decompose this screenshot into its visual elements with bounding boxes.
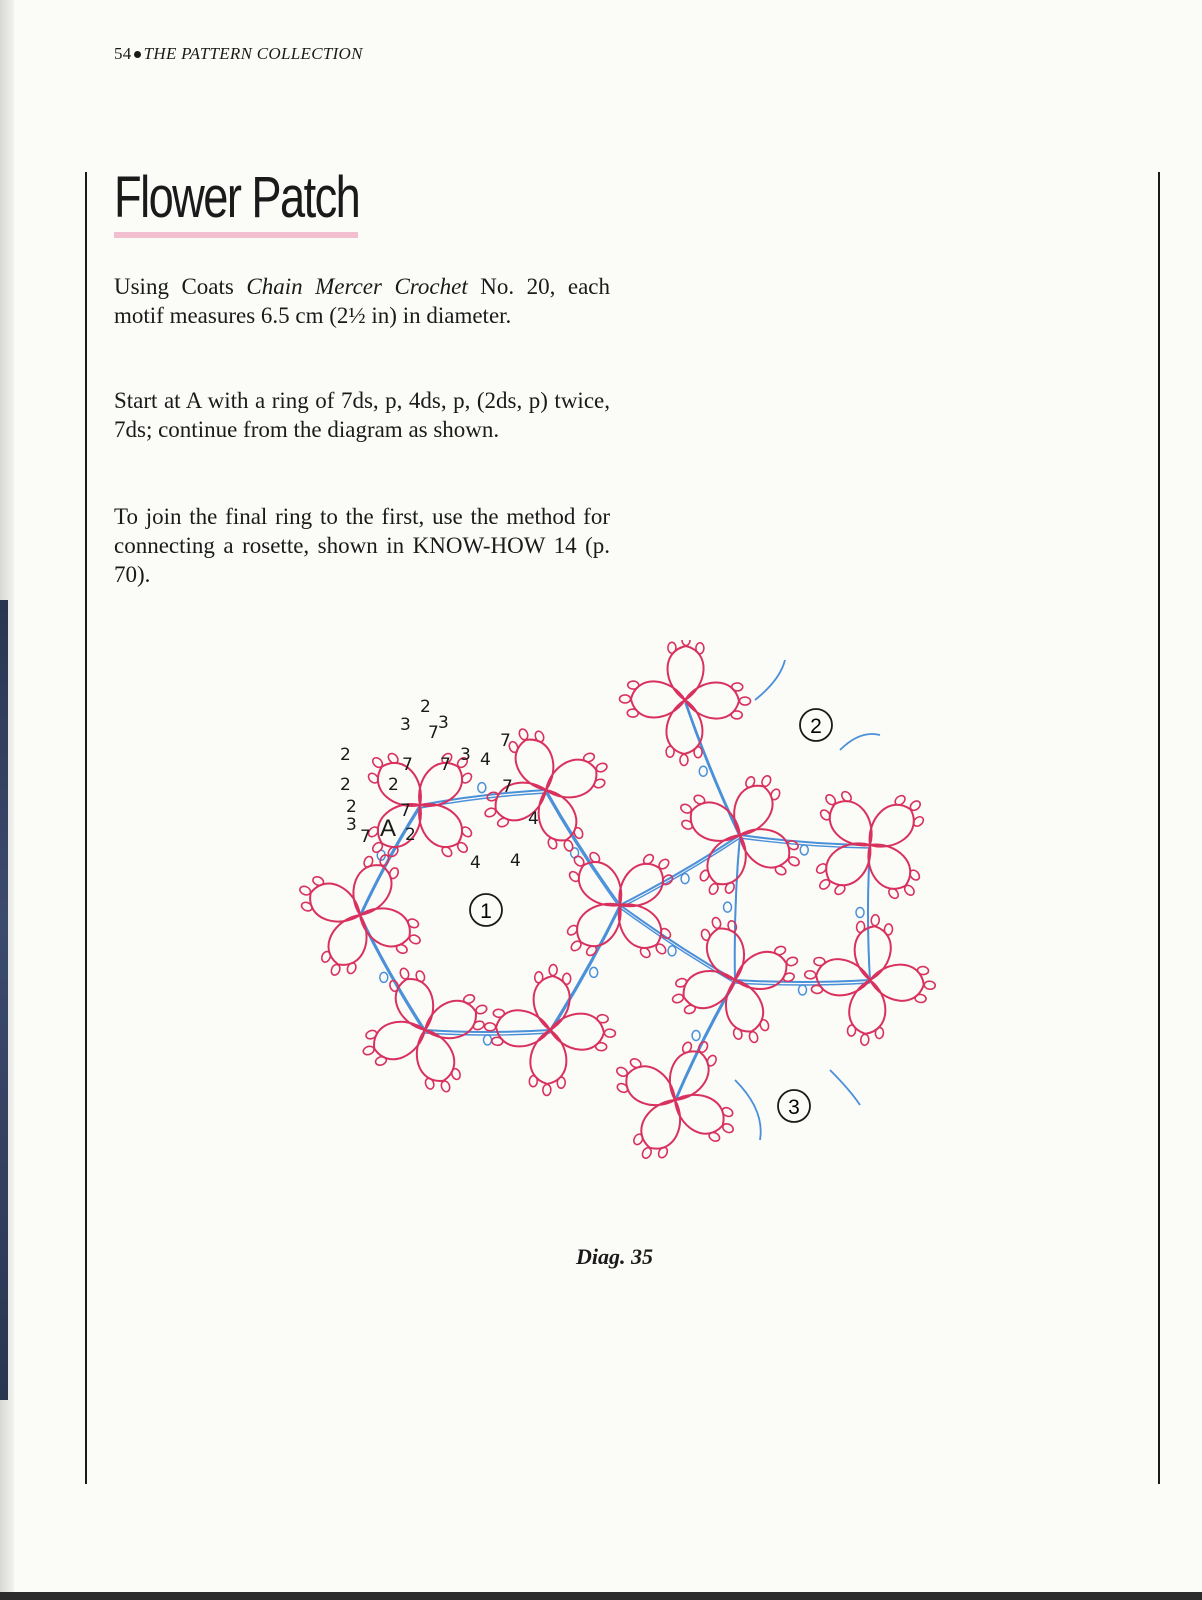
ring-loop bbox=[568, 892, 632, 955]
chain-thread bbox=[550, 905, 620, 1030]
stitch-count-label: 2 bbox=[388, 775, 399, 795]
ring-picot bbox=[748, 1031, 759, 1044]
ring-picot bbox=[917, 966, 929, 975]
ring-picot bbox=[562, 973, 571, 984]
materials-lead: Using Coats bbox=[114, 274, 247, 299]
ring bbox=[386, 962, 442, 1036]
stitch-count-label: 2 bbox=[346, 797, 357, 817]
chain-thread bbox=[735, 980, 870, 982]
right-margin-rule bbox=[1158, 172, 1160, 1484]
ring-loop bbox=[667, 1084, 732, 1141]
ring-flower-9 bbox=[809, 784, 932, 907]
section-title: THE PATTERN COLLECTION bbox=[143, 44, 363, 63]
chain-thread bbox=[620, 905, 735, 980]
page-bottom-edge bbox=[0, 1592, 1202, 1600]
ring bbox=[529, 1029, 568, 1096]
ring-loop bbox=[852, 925, 893, 982]
chain-picot bbox=[692, 1031, 700, 1041]
ring-picot bbox=[440, 1080, 451, 1093]
ring-picot bbox=[759, 1019, 770, 1032]
ring-loop bbox=[868, 962, 925, 1003]
ring bbox=[532, 964, 571, 1031]
ring-loop bbox=[817, 831, 881, 894]
ring bbox=[619, 681, 685, 718]
ring-loop bbox=[489, 773, 553, 827]
ring-picot bbox=[543, 1084, 552, 1095]
ring-picot bbox=[694, 747, 702, 758]
chain-picot bbox=[668, 946, 676, 956]
ring bbox=[484, 1009, 551, 1048]
ring-loop bbox=[634, 1092, 691, 1157]
ring-flowers bbox=[293, 640, 937, 1166]
chain-picot bbox=[380, 972, 388, 982]
ring-picot bbox=[597, 1014, 608, 1023]
stitch-count-label: 7 bbox=[360, 827, 371, 847]
ring-flower-7 bbox=[484, 964, 617, 1097]
chain-picot bbox=[590, 967, 598, 977]
stitch-count-label: 7 bbox=[500, 731, 511, 751]
ring bbox=[505, 723, 563, 797]
ring-picot bbox=[682, 640, 690, 646]
stitch-count-label: 7 bbox=[402, 755, 413, 775]
ring-flower-12 bbox=[609, 1034, 742, 1167]
ring bbox=[667, 640, 704, 700]
ring-picot bbox=[814, 957, 826, 966]
ring-picot bbox=[680, 754, 688, 765]
ring-picot bbox=[884, 924, 893, 936]
ring bbox=[419, 991, 493, 1047]
stitch-count-label: 4 bbox=[470, 853, 481, 873]
ring-picot bbox=[529, 1075, 538, 1086]
chain-end-lower-right bbox=[830, 1070, 860, 1105]
ring-loop bbox=[858, 796, 922, 859]
ring-loop bbox=[619, 1059, 684, 1116]
running-head bbox=[114, 44, 363, 64]
ring-picot bbox=[493, 1009, 504, 1018]
ring-loop bbox=[509, 733, 563, 797]
ring-picot bbox=[484, 1023, 495, 1032]
motif-label-3: 3 bbox=[788, 1096, 800, 1119]
motif-marker-1 bbox=[470, 894, 502, 926]
ring-picot bbox=[668, 642, 676, 653]
ring-picot bbox=[847, 1025, 856, 1037]
ring bbox=[479, 773, 553, 831]
stitch-count-label: 3 bbox=[346, 815, 357, 835]
ring-loop bbox=[353, 899, 417, 954]
ring-picot bbox=[374, 1055, 387, 1066]
chain-4 bbox=[360, 915, 425, 1033]
stitch-count-label: 2 bbox=[420, 697, 431, 717]
motif-marker-2 bbox=[800, 709, 832, 741]
ring-loop bbox=[303, 877, 367, 932]
ring-loop bbox=[724, 779, 780, 843]
ring-picot bbox=[557, 1077, 566, 1088]
ring-picot bbox=[362, 1045, 375, 1056]
tatting-diagram bbox=[280, 640, 980, 1220]
ring bbox=[609, 1053, 684, 1116]
ring-picot bbox=[628, 681, 639, 689]
ring-picot bbox=[875, 1027, 884, 1039]
ring bbox=[803, 956, 871, 998]
chain-picot bbox=[856, 908, 864, 918]
ring-picot bbox=[549, 964, 558, 975]
stitch-count-label: 3 bbox=[400, 715, 411, 735]
stitch-count-label: 3 bbox=[438, 713, 449, 733]
ring-loop bbox=[815, 957, 872, 998]
stitch-count-label: 2 bbox=[405, 825, 416, 845]
stitch-count-label: 7 bbox=[502, 777, 513, 797]
chain-14 bbox=[620, 835, 740, 908]
ring bbox=[868, 962, 936, 1004]
stitch-count-label: 7 bbox=[400, 801, 411, 821]
ring-picot bbox=[619, 695, 630, 703]
ring bbox=[852, 913, 894, 981]
joining-instructions-paragraph: To join the final ring to the first, use the method for connecting a rosette, shown in KNOW-HOW 14 (p. 70). bbox=[114, 504, 610, 587]
ring-loop bbox=[732, 819, 796, 875]
stitch-count-label: 7 bbox=[440, 755, 451, 775]
stitch-count-label: 3 bbox=[460, 745, 471, 765]
stitch-count-label: 4 bbox=[480, 750, 491, 770]
chain-end-right bbox=[840, 734, 880, 750]
chain-picot bbox=[724, 902, 732, 912]
ring-flower-8 bbox=[673, 768, 807, 902]
ring-picot bbox=[666, 746, 674, 757]
ring-flower-11 bbox=[803, 913, 937, 1047]
chain-picot bbox=[478, 783, 486, 793]
chain-thread bbox=[360, 915, 425, 1030]
chain-picot bbox=[681, 874, 689, 884]
ring-loop bbox=[856, 833, 919, 897]
ring-loop bbox=[322, 908, 377, 972]
ring-picot bbox=[475, 1004, 488, 1015]
materials-paragraph bbox=[114, 272, 610, 330]
left-margin-rule bbox=[85, 172, 87, 1484]
chain-picot bbox=[800, 845, 808, 855]
page-title: Flower Patch bbox=[114, 165, 360, 230]
ring-picot bbox=[450, 1068, 461, 1081]
ring-loop bbox=[847, 978, 888, 1035]
chain-picot bbox=[799, 985, 807, 995]
ring-picot bbox=[871, 914, 880, 926]
ring-picot bbox=[604, 1029, 615, 1038]
ring-flower-2 bbox=[479, 723, 614, 858]
stitch-count-label: 2 bbox=[340, 775, 351, 795]
chain-picot bbox=[484, 1035, 492, 1045]
ring-flower-6 bbox=[357, 962, 492, 1097]
chain-7 bbox=[685, 700, 740, 838]
title-underline bbox=[114, 232, 358, 238]
ring-picot bbox=[915, 994, 927, 1003]
stitch-count-label: 2 bbox=[340, 745, 351, 765]
book-spine-binding bbox=[0, 600, 8, 1400]
stitch-count-label: 4 bbox=[510, 851, 521, 871]
ring-picot bbox=[492, 1037, 503, 1046]
ring-picot bbox=[739, 697, 750, 705]
ring-loop bbox=[659, 1044, 716, 1109]
ring-picot bbox=[804, 970, 816, 979]
start-label-a: A bbox=[380, 815, 397, 842]
ring-flower-4 bbox=[293, 848, 427, 982]
motif-marker-3 bbox=[778, 1090, 810, 1122]
ring-picot bbox=[856, 921, 865, 933]
ring-picot bbox=[860, 1034, 869, 1046]
ring-picot bbox=[683, 1004, 696, 1015]
chain-end-bottom bbox=[735, 1080, 761, 1140]
chain-thread bbox=[620, 835, 740, 905]
chain-end-top bbox=[755, 660, 785, 700]
ring-picot bbox=[534, 972, 543, 983]
stitch-count-label: 7 bbox=[428, 723, 439, 743]
ring-picot bbox=[671, 993, 684, 1004]
bullet-icon bbox=[134, 51, 141, 58]
ring-picot bbox=[774, 945, 787, 956]
ring-picot bbox=[924, 981, 936, 990]
ring-picot bbox=[732, 683, 743, 691]
thread-product-name: Chain Mercer Crochet bbox=[246, 274, 468, 299]
page-number: 54 bbox=[114, 44, 132, 63]
chain-9 bbox=[724, 835, 740, 983]
ring bbox=[685, 682, 751, 719]
ring-picot bbox=[731, 711, 742, 719]
ring-flower-5 bbox=[560, 845, 680, 965]
materials-tail: No. 20, each motif measures 6.5 cm (2½ in) in diameter. bbox=[114, 274, 610, 328]
stitch-count-label: 4 bbox=[528, 809, 539, 829]
motif-label-2: 2 bbox=[810, 715, 822, 738]
start-instructions-paragraph: Start at A with a ring of 7ds, p, 4ds, p, (2ds, p) twice, 7ds; continue from the diagram as shown. bbox=[114, 388, 610, 442]
ring-picot bbox=[595, 1042, 606, 1051]
ring bbox=[628, 1092, 691, 1167]
diagram-caption: Diag. 35 bbox=[576, 1244, 653, 1269]
ring-picot bbox=[463, 993, 476, 1004]
ring bbox=[846, 978, 888, 1046]
ring-picot bbox=[711, 916, 722, 929]
ring-picot bbox=[700, 928, 711, 941]
motif-label-1: 1 bbox=[480, 900, 492, 923]
ring-loop bbox=[684, 795, 748, 851]
ring-picot bbox=[786, 956, 799, 967]
ring-flower-10 bbox=[667, 912, 803, 1048]
ring-picot bbox=[399, 967, 410, 980]
ring-picot bbox=[627, 709, 638, 717]
ring bbox=[659, 1034, 722, 1109]
ring-picot bbox=[696, 643, 704, 654]
chain-thread bbox=[546, 790, 620, 905]
chain-picot bbox=[699, 766, 707, 776]
ring-picot bbox=[811, 985, 823, 994]
